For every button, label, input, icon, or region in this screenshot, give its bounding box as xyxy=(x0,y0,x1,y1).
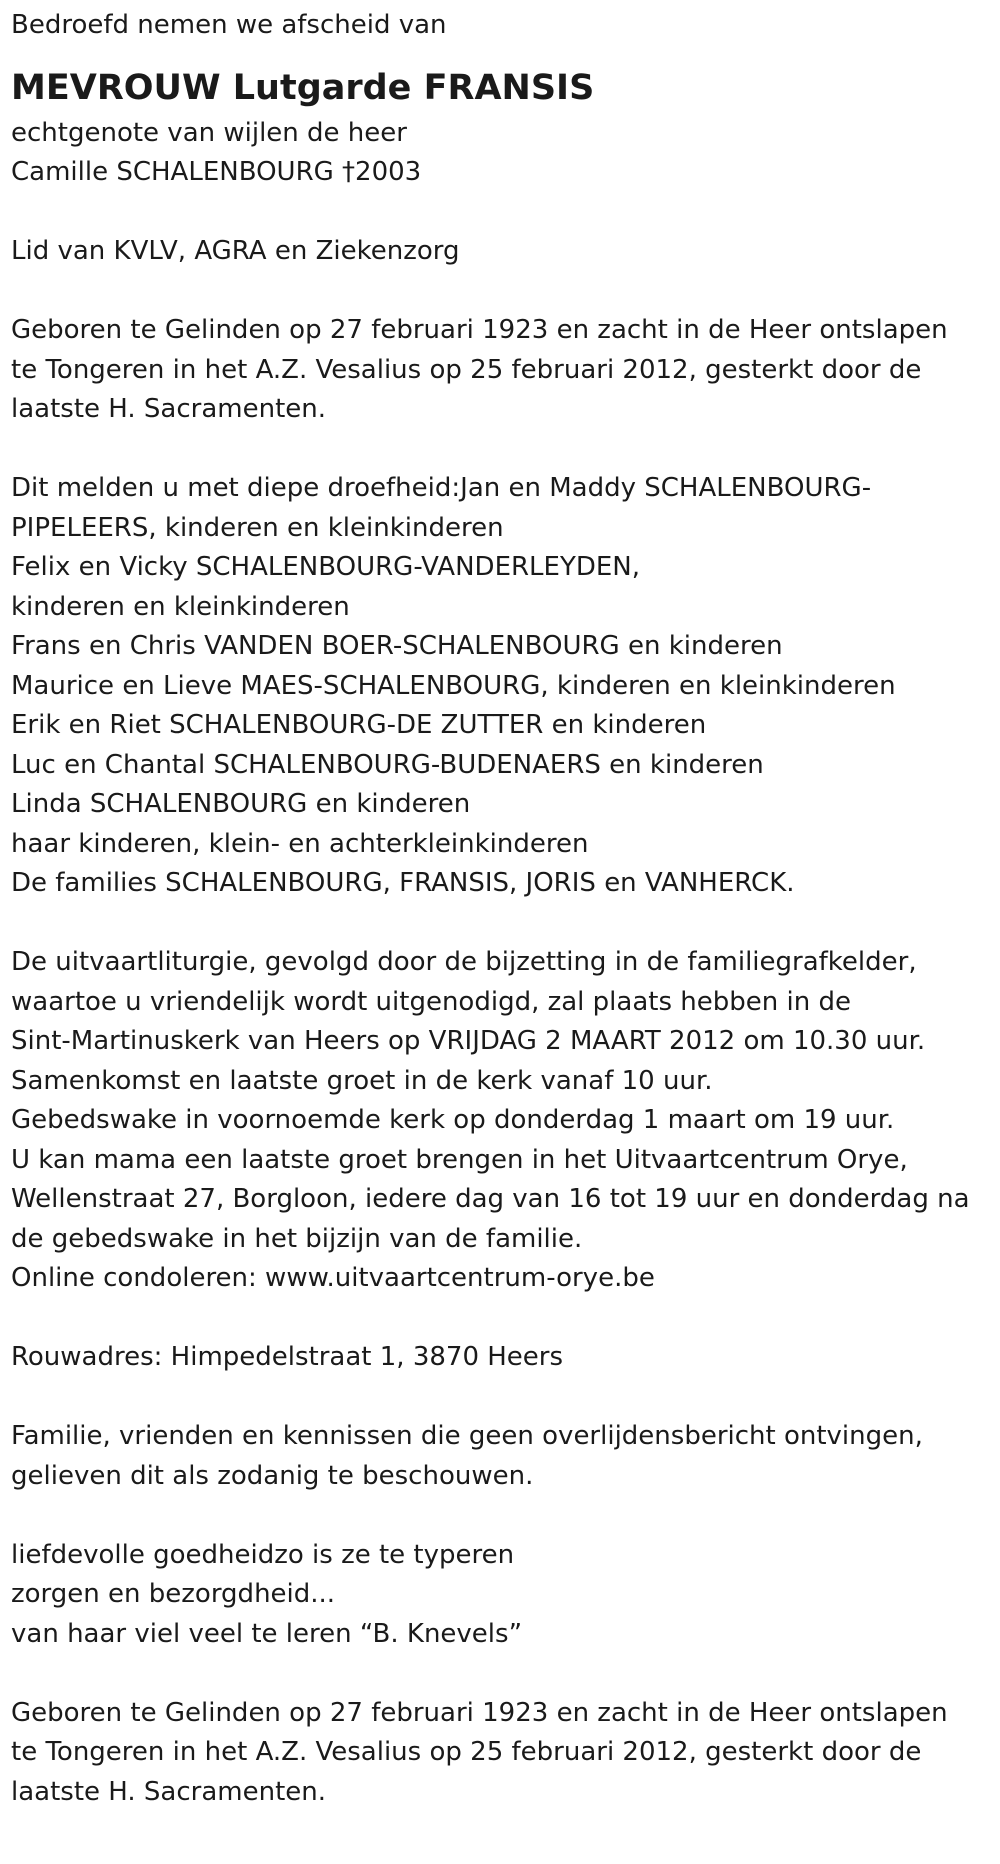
family-line: PIPELEERS, kinderen en kleinkinderen xyxy=(11,512,504,543)
notice-line: Familie, vrienden en kennissen die geen overlijdensbericht ontvingen, xyxy=(11,1421,923,1451)
funeral-line: Sint-Martinuskerk van Heers op VRIJDAG 2 MAART 2012 om 10.30 uur. xyxy=(11,1026,926,1056)
spouse-line: echtgenote van wijlen de heer xyxy=(11,117,407,148)
birth-death-line: te Tongeren in het A.Z. Vesalius op 25 februari 2012, gesterkt door de xyxy=(11,354,922,385)
funeral-line: U kan mama een laatste groet brengen in het Uitvaartcentrum Orye, xyxy=(11,1144,908,1175)
spouse-name-line: Camille SCHALENBOURG †2003 xyxy=(11,157,422,187)
family-line: Linda SCHALENBOURG en kinderen xyxy=(11,789,471,819)
birth-death-line: Geboren te Gelinden op 27 februari 1923 en zacht in de Heer ontslapen xyxy=(11,1697,948,1728)
mourning-address: Rouwadres: Himpedelstraat 1, 3870 Heers xyxy=(11,1342,564,1372)
membership-text: Lid van KVLV, AGRA en Ziekenzorg xyxy=(11,236,460,266)
family-line: Erik en Riet SCHALENBOURG-DE ZUTTER en kinderen xyxy=(11,710,707,740)
notice-paragraph xyxy=(11,1417,986,1496)
obituary-document xyxy=(11,6,986,1812)
birth-death-paragraph xyxy=(11,311,986,430)
poem-line: liefdevolle goedheidzo is ze te typeren xyxy=(11,1539,515,1570)
funeral-paragraph xyxy=(11,943,986,1299)
funeral-line: De uitvaartliturgie, gevolgd door de bijzetting in de familiegrafkelder, xyxy=(11,947,917,977)
poem-line: van haar viel veel te leren “B. Knevels” xyxy=(11,1618,523,1649)
funeral-line: Gebedswake in voornoemde kerk op donderdag 1 maart om 19 uur. xyxy=(11,1105,895,1135)
funeral-line: Samenkomst en laatste groet in de kerk vanaf 10 uur. xyxy=(11,1065,713,1096)
funeral-line: de gebedswake in het bijzijn van de familie. xyxy=(11,1223,583,1254)
birth-death-line: te Tongeren in het A.Z. Vesalius op 25 februari 2012, gesterkt door de xyxy=(11,1737,922,1767)
family-line: De families SCHALENBOURG, FRANSIS, JORIS en VANHERCK. xyxy=(11,868,795,898)
birth-death-line: laatste H. Sacramenten. xyxy=(11,394,326,424)
condolence-link-line: Online condoleren: www.uitvaartcentrum-orye.be xyxy=(11,1263,655,1293)
birth-death-line: laatste H. Sacramenten. xyxy=(11,1776,326,1807)
birth-death-repeat-paragraph xyxy=(11,1694,986,1813)
funeral-line: waartoe u vriendelijk wordt uitgenodigd, zal plaats hebben in de xyxy=(11,986,851,1017)
deceased-name: MEVROUW Lutgarde FRANSIS xyxy=(11,67,595,108)
family-line: Dit melden u met diepe droefheid:Jan en Maddy SCHALENBOURG- xyxy=(11,473,872,503)
family-line: Frans en Chris VANDEN BOER-SCHALENBOURG en kinderen xyxy=(11,631,783,661)
funeral-line: Wellenstraat 27, Borgloon, iedere dag van 16 tot 19 uur en donderdag na xyxy=(11,1184,970,1214)
birth-death-line: Geboren te Gelinden op 27 februari 1923 en zacht in de Heer ontslapen xyxy=(11,315,948,345)
family-line: Felix en Vicky SCHALENBOURG-VANDERLEYDEN, xyxy=(11,552,641,582)
family-line: Luc en Chantal SCHALENBOURG-BUDENAERS en kinderen xyxy=(11,749,764,780)
family-line: Maurice en Lieve MAES-SCHALENBOURG, kinderen en kleinkinderen xyxy=(11,670,896,701)
family-line: haar kinderen, klein- en achterkleinkinderen xyxy=(11,828,589,859)
family-paragraph xyxy=(11,469,986,904)
poem-paragraph xyxy=(11,1536,986,1655)
intro-text: Bedroefd nemen we afscheid van xyxy=(11,10,447,40)
family-line: kinderen en kleinkinderen xyxy=(11,591,350,622)
notice-line: gelieven dit als zodanig te beschouwen. xyxy=(11,1460,534,1491)
poem-line: zorgen en bezorgdheid... xyxy=(11,1579,336,1609)
